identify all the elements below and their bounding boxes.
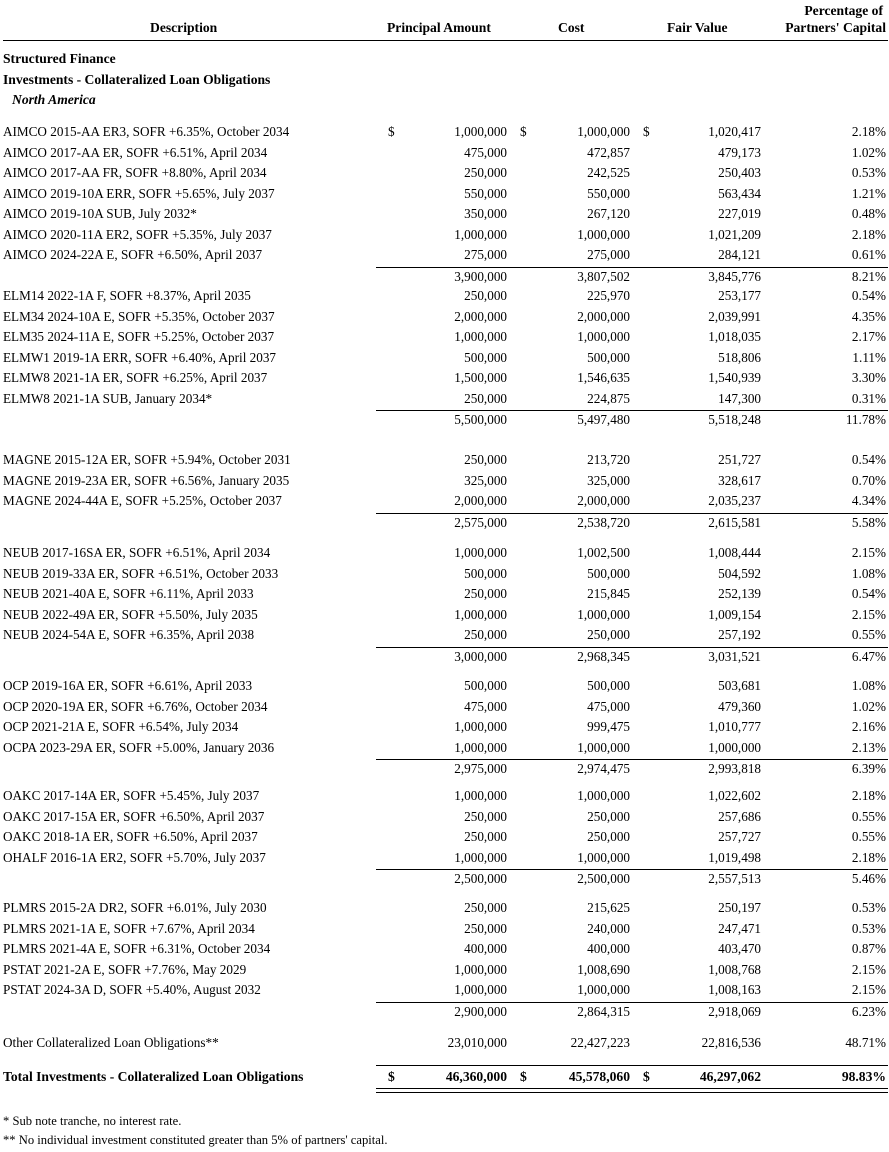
row-description: ELM14 2022-1A F, SOFR +8.37%, April 2035 [3,288,251,303]
fair-value: 227,019 [718,206,761,221]
cost-value: 250,000 [587,829,630,844]
percentage-of-capital: 2.13% [851,739,886,755]
principal-amount: 250,000 [464,900,507,915]
principal-amount: 475,000 [464,144,507,160]
percentage-of-capital: 0.53% [851,920,886,936]
cost-value: 1,000,000 [577,329,630,344]
cost-value: 2,000,000 [577,308,630,324]
percentage-of-capital: 98.83% [841,1069,886,1084]
principal-amount: 2,000,000 [454,493,507,508]
row-description: OAKC 2017-15A ER, SOFR +6.50%, April 2037 [3,808,265,824]
fair-value: 2,557,513 [708,871,761,886]
principal-amount: 250,000 [464,829,507,844]
percentage-of-capital: 4.35% [851,308,886,324]
principal-amount: 325,000 [464,472,507,488]
table-row [0,676,889,696]
percentage-of-capital: 1.11% [852,349,886,365]
percentage-of-capital: 2.18% [851,788,886,803]
principal-amount: 1,000,000 [454,606,507,622]
principal-amount: 1,000,000 [454,788,507,803]
fair-value: 563,434 [718,185,761,201]
percentage-of-capital: 0.54% [851,288,886,303]
principal-amount: 250,000 [464,586,507,601]
fair-value: 1,008,163 [708,982,761,997]
row-description: OHALF 2016-1A ER2, SOFR +5.70%, July 2037 [3,849,266,865]
cost-value: 242,525 [587,165,630,180]
cost-value: 1,000,000 [577,982,630,997]
cost-value: 325,000 [587,472,630,488]
fair-value: 2,918,069 [708,1003,761,1019]
fair-value: 1,021,209 [708,226,761,242]
cost-value: 1,000,000 [577,606,630,622]
table-row [0,697,889,717]
table-row [0,848,889,868]
cost-value: 2,538,720 [577,514,630,530]
row-description: OCPA 2023-29A ER, SOFR +5.00%, January 2036 [3,739,275,755]
other-clo-row [0,1033,889,1053]
table-row [0,471,889,491]
table-row [0,368,889,388]
table-row [0,898,889,918]
fair-value: 1,022,602 [708,788,761,803]
principal-amount: 2,000,000 [454,308,507,324]
percentage-of-capital: 5.58% [851,514,886,530]
fair-value: 257,686 [718,808,761,824]
row-description: NEUB 2019-33A ER, SOFR +6.51%, October 2033 [3,565,279,581]
table-row [0,564,889,584]
principal-amount: 275,000 [464,247,507,262]
percentage-of-capital: 0.53% [851,165,886,180]
row-description: AIMCO 2019-10A ERR, SOFR +5.65%, July 2037 [3,185,275,201]
cost-value: 45,578,060 [568,1069,630,1084]
row-description: OAKC 2018-1A ER, SOFR +6.50%, April 2037 [3,829,258,844]
currency-symbol: $ [388,124,395,139]
cost-value: 215,625 [587,900,630,915]
section-heading-clo: Investments - Collateralized Loan Obligations [3,72,271,87]
row-description: PLMRS 2021-1A E, SOFR +7.67%, April 2034 [3,920,255,936]
cost-value: 1,002,500 [577,545,630,560]
table-row [0,225,889,245]
fair-value: 247,471 [718,920,761,936]
cost-value: 2,000,000 [577,493,630,508]
fair-value: 284,121 [718,247,761,262]
cost-value: 550,000 [587,185,630,201]
cost-value: 2,864,315 [577,1003,630,1019]
table-row [0,389,889,409]
fair-value: 1,008,444 [708,545,761,560]
fair-value: 504,592 [718,565,761,581]
fair-value: 1,020,417 [708,124,761,139]
header-percentage-line2: Partners' Capital [785,20,886,35]
percentage-of-capital: 11.78% [845,412,886,427]
principal-amount: 1,000,000 [454,719,507,734]
table-row [0,286,889,306]
principal-amount: 46,360,000 [445,1069,507,1084]
fair-value: 253,177 [718,288,761,303]
table-row [0,122,889,142]
total-double-rule [376,1088,888,1093]
principal-amount: 500,000 [464,678,507,693]
principal-amount: 1,000,000 [454,329,507,344]
cost-value: 2,500,000 [577,871,630,886]
principal-amount: 1,000,000 [454,226,507,242]
currency-symbol: $ [520,124,527,139]
cost-value: 3,807,502 [577,268,630,284]
row-description: PSTAT 2021-2A E, SOFR +7.76%, May 2029 [3,961,247,977]
principal-amount: 400,000 [464,941,507,956]
table-row [0,960,889,980]
principal-amount: 250,000 [464,165,507,180]
percentage-of-capital: 0.54% [851,586,886,601]
total-row [0,1067,889,1087]
percentage-of-capital: 2.16% [851,719,886,734]
table-row [0,827,889,847]
principal-amount: 1,500,000 [454,370,507,385]
percentage-of-capital: 3.30% [851,370,886,385]
header-cost: Cost [558,20,585,35]
subtotal-row [0,647,889,667]
fair-value: 3,031,521 [708,648,761,664]
percentage-of-capital: 6.47% [851,648,886,664]
table-row [0,327,889,347]
row-description: Other Collateralized Loan Obligations** [3,1035,219,1050]
cost-value: 999,475 [587,719,630,734]
percentage-of-capital: 1.08% [851,565,886,581]
header-principal-amount: Principal Amount [387,20,491,35]
cost-value: 500,000 [587,565,630,581]
percentage-of-capital: 0.55% [851,627,886,642]
footnote-no-individual: ** No individual investment constituted greater than 5% of partners' capital. [3,1133,388,1147]
percentage-of-capital: 1.02% [851,144,886,160]
principal-amount: 2,500,000 [454,871,507,886]
principal-amount: 250,000 [464,920,507,936]
principal-amount: 5,500,000 [454,412,507,427]
row-description: AIMCO 2017-AA ER, SOFR +6.51%, April 2034 [3,144,268,160]
row-description: ELMW1 2019-1A ERR, SOFR +6.40%, April 2037 [3,349,277,365]
row-description: NEUB 2021-40A E, SOFR +6.11%, April 2033 [3,586,254,601]
cost-value: 400,000 [587,941,630,956]
cost-value: 472,857 [587,144,630,160]
row-description: NEUB 2024-54A E, SOFR +6.35%, April 2038 [3,627,255,642]
total-top-rule [376,1065,888,1066]
cost-value: 1,000,000 [577,849,630,865]
row-description: MAGNE 2019-23A ER, SOFR +6.56%, January 2035 [3,472,290,488]
cost-value: 213,720 [587,452,630,467]
header-rule [3,40,888,41]
principal-amount: 1,000,000 [454,739,507,755]
cost-value: 250,000 [587,808,630,824]
row-description: NEUB 2017-16SA ER, SOFR +6.51%, April 2034 [3,545,271,560]
section-heading-structured-finance: Structured Finance [3,51,116,66]
cost-value: 215,845 [587,586,630,601]
table-row [0,584,889,604]
percentage-of-capital: 2.15% [851,606,886,622]
percentage-of-capital: 2.18% [851,849,886,865]
cost-value: 224,875 [587,390,630,406]
cost-value: 475,000 [587,698,630,714]
currency-symbol: $ [520,1069,527,1084]
fair-value: 257,727 [718,829,761,844]
row-description: AIMCO 2020-11A ER2, SOFR +5.35%, July 2037 [3,226,272,242]
percentage-of-capital: 0.61% [851,247,886,262]
footnote-sub-note: * Sub note tranche, no interest rate. [3,1114,182,1128]
row-description: OCP 2020-19A ER, SOFR +6.76%, October 2034 [3,698,268,714]
principal-amount: 1,000,000 [454,961,507,977]
fair-value: 2,615,581 [708,514,761,530]
principal-amount: 1,000,000 [454,982,507,997]
row-description: ELMW8 2021-1A ER, SOFR +6.25%, April 2037 [3,370,268,385]
table-row [0,738,889,758]
principal-amount: 350,000 [464,206,507,221]
cost-value: 1,000,000 [577,226,630,242]
row-description: AIMCO 2015-AA ER3, SOFR +6.35%, October 2034 [3,124,290,139]
principal-amount: 250,000 [464,390,507,406]
row-description: OCP 2021-21A E, SOFR +6.54%, July 2034 [3,719,239,734]
section-heading-region: North America [12,92,96,107]
principal-amount: 1,000,000 [454,124,507,139]
fair-value: 250,403 [718,165,761,180]
cost-value: 275,000 [587,247,630,262]
fair-value: 1,010,777 [708,719,761,734]
principal-amount: 250,000 [464,288,507,303]
cost-value: 1,008,690 [577,961,630,977]
percentage-of-capital: 0.55% [851,829,886,844]
percentage-of-capital: 2.18% [851,226,886,242]
cost-value: 1,000,000 [577,788,630,803]
percentage-of-capital: 1.21% [851,185,886,201]
table-row [0,625,889,645]
fair-value: 250,197 [718,900,761,915]
fair-value: 403,470 [718,941,761,956]
row-description: PLMRS 2021-4A E, SOFR +6.31%, October 2034 [3,941,271,956]
percentage-of-capital: 2.15% [851,961,886,977]
principal-amount: 2,975,000 [454,761,507,776]
percentage-of-capital: 8.21% [851,268,886,284]
cost-value: 2,974,475 [577,761,630,776]
row-description: ELMW8 2021-1A SUB, January 2034* [3,390,213,406]
percentage-of-capital: 5.46% [851,871,886,886]
percentage-of-capital: 0.70% [851,472,886,488]
cost-value: 22,427,223 [570,1035,630,1050]
percentage-of-capital: 4.34% [851,493,886,508]
fair-value: 2,993,818 [708,761,761,776]
principal-amount: 1,000,000 [454,545,507,560]
percentage-of-capital: 0.87% [851,941,886,956]
percentage-of-capital: 0.54% [851,452,886,467]
principal-amount: 1,000,000 [454,849,507,865]
row-description: OCP 2019-16A ER, SOFR +6.61%, April 2033 [3,678,253,693]
principal-amount: 23,010,000 [447,1035,507,1050]
fair-value: 5,518,248 [708,412,761,427]
fair-value: 3,845,776 [708,268,761,284]
principal-amount: 250,000 [464,808,507,824]
table-row [0,450,889,470]
fair-value: 1,009,154 [708,606,761,622]
row-description: AIMCO 2024-22A E, SOFR +6.50%, April 2037 [3,247,263,262]
fair-value: 479,360 [718,698,761,714]
table-row [0,307,889,327]
cost-value: 225,970 [587,288,630,303]
fair-value: 257,192 [718,627,761,642]
cost-value: 1,000,000 [577,124,630,139]
subtotal-row [0,267,889,287]
subtotal-row [0,759,889,779]
fair-value: 147,300 [718,390,761,406]
row-description: Total Investments - Collateralized Loan Obligations [3,1069,304,1084]
principal-amount: 250,000 [464,627,507,642]
table-row [0,980,889,1000]
table-row [0,543,889,563]
cost-value: 267,120 [587,206,630,221]
percentage-of-capital: 6.39% [851,761,886,776]
subtotal-row [0,513,889,533]
percentage-of-capital: 6.23% [851,1003,886,1019]
cost-value: 2,968,345 [577,648,630,664]
principal-amount: 475,000 [464,698,507,714]
percentage-of-capital: 1.02% [851,698,886,714]
principal-amount: 2,575,000 [454,514,507,530]
fair-value: 1,000,000 [708,739,761,755]
fair-value: 46,297,062 [699,1069,761,1084]
header-fair-value: Fair Value [667,20,728,35]
principal-amount: 3,000,000 [454,648,507,664]
table-row [0,143,889,163]
row-description: PSTAT 2024-3A D, SOFR +5.40%, August 2032 [3,982,261,997]
row-description: PLMRS 2015-2A DR2, SOFR +6.01%, July 2030 [3,900,267,915]
fair-value: 22,816,536 [701,1035,761,1050]
row-description: MAGNE 2024-44A E, SOFR +5.25%, October 2037 [3,493,282,508]
cost-value: 500,000 [587,349,630,365]
row-description: ELM35 2024-11A E, SOFR +5.25%, October 2037 [3,329,275,344]
subtotal-row [0,1002,889,1022]
cost-value: 500,000 [587,678,630,693]
table-row [0,491,889,511]
percentage-of-capital: 2.15% [851,545,886,560]
fair-value: 2,035,237 [708,493,761,508]
percentage-of-capital: 0.55% [851,808,886,824]
cost-value: 250,000 [587,627,630,642]
subtotal-row [0,869,889,889]
table-row [0,717,889,737]
currency-symbol: $ [643,124,650,139]
fair-value: 518,806 [718,349,761,365]
principal-amount: 500,000 [464,349,507,365]
percentage-of-capital: 2.15% [851,982,886,997]
currency-symbol: $ [388,1069,395,1084]
table-row [0,605,889,625]
fair-value: 479,173 [718,144,761,160]
fair-value: 1,540,939 [708,370,761,385]
principal-amount: 500,000 [464,565,507,581]
principal-amount: 3,900,000 [454,268,507,284]
percentage-of-capital: 0.48% [851,206,886,221]
fair-value: 1,008,768 [708,961,761,977]
table-row [0,245,889,265]
table-row [0,919,889,939]
cost-value: 240,000 [587,920,630,936]
principal-amount: 2,900,000 [454,1003,507,1019]
header-percentage-line1: Percentage of [804,3,883,18]
row-description: ELM34 2024-10A E, SOFR +5.35%, October 2037 [3,308,275,324]
fair-value: 2,039,991 [708,308,761,324]
table-row [0,786,889,806]
fair-value: 251,727 [718,452,761,467]
table-row [0,939,889,959]
principal-amount: 550,000 [464,185,507,201]
row-description: AIMCO 2019-10A SUB, July 2032* [3,206,197,221]
table-row [0,184,889,204]
fair-value: 328,617 [718,472,761,488]
subtotal-row [0,410,889,430]
cost-value: 1,546,635 [577,370,630,385]
currency-symbol: $ [643,1069,650,1084]
table-row [0,163,889,183]
percentage-of-capital: 2.18% [851,124,886,139]
table-row [0,807,889,827]
fair-value: 252,139 [718,586,761,601]
cost-value: 1,000,000 [577,739,630,755]
percentage-of-capital: 48.71% [845,1035,886,1050]
table-row [0,204,889,224]
table-row [0,348,889,368]
row-description: NEUB 2022-49A ER, SOFR +5.50%, July 2035 [3,606,258,622]
fair-value: 1,018,035 [708,329,761,344]
row-description: OAKC 2017-14A ER, SOFR +5.45%, July 2037 [3,788,260,803]
cost-value: 5,497,480 [577,412,630,427]
row-description: MAGNE 2015-12A ER, SOFR +5.94%, October 2031 [3,452,291,467]
percentage-of-capital: 0.31% [851,390,886,406]
row-description: AIMCO 2017-AA FR, SOFR +8.80%, April 2034 [3,165,267,180]
fair-value: 1,019,498 [708,849,761,865]
fair-value: 503,681 [718,678,761,693]
header-description: Description [150,20,218,35]
percentage-of-capital: 2.17% [851,329,886,344]
percentage-of-capital: 1.08% [851,678,886,693]
percentage-of-capital: 0.53% [851,900,886,915]
principal-amount: 250,000 [464,452,507,467]
